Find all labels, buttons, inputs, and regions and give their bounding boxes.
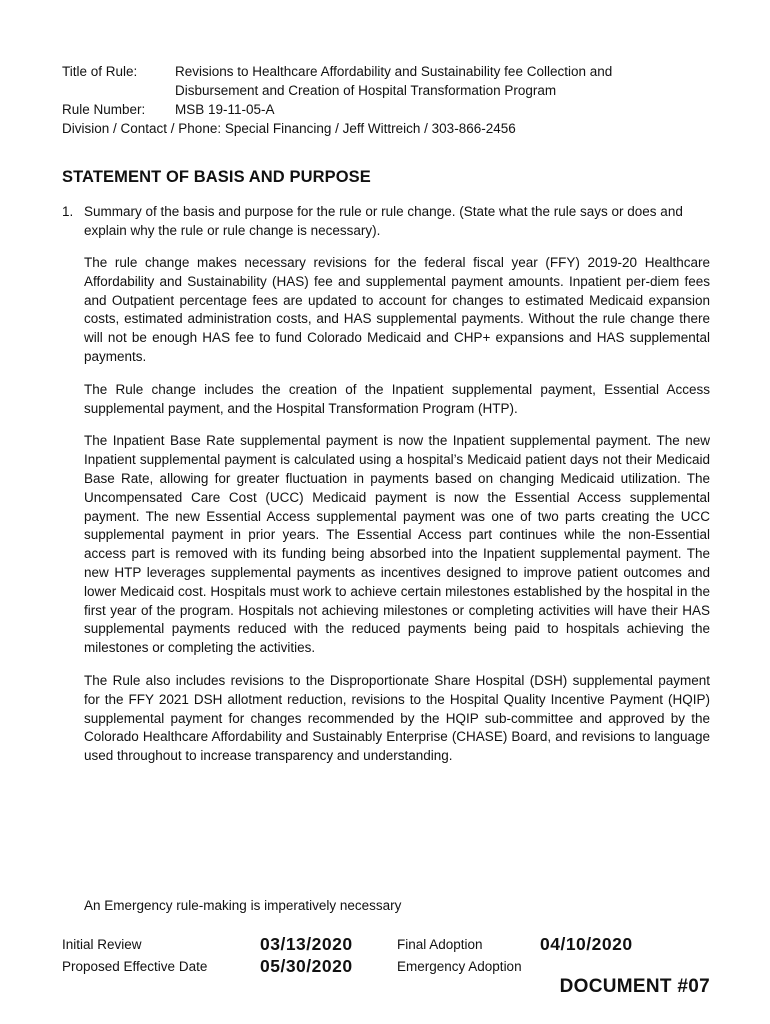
paragraph-2: The Rule change includes the creation of the Inpatient supplemental payment, Essential Access supplemental payment, and the Hospital Transformation Program (HTP). bbox=[84, 381, 710, 416]
proposed-effective-label: Proposed Effective Date bbox=[62, 959, 208, 974]
body-paragraphs bbox=[84, 254, 710, 766]
title-row bbox=[62, 62, 710, 100]
paragraph-4: The Rule also includes revisions to the Disproportionate Share Hospital (DSH) supplemental payment for the FFY 2021 DSH allotment reduction, revisions to the Hospital Quality Incentive Payment (HQIP) supplemental payment for changes recommended by the HQIP sub-committee and approved by the Colorado Healthcare Affordability and Sustainably Enterprise (CHASE) Board, and revisions to language used throughout to increase transparency and understanding. bbox=[84, 672, 710, 764]
paragraph-3: The Inpatient Base Rate supplemental payment is now the Inpatient supplemental payment. The new Inpatient supplemental payment is calculated using a hospital’s Medicaid patient days not their Medicaid Base Rate, allowing for greater fluctuation in payments based on changing Medicaid utilization. The Uncompensated Care Cost (UCC) Medicaid payment is now the Essential Access supplemental payment. The new Essential Access supplemental payment was one of two parts creating the UCC supplemental payment in prior years. The Essential Access part continues while the non-Essential access part is removed with its funding being absorbed into the Inpatient supplemental payment. The new HTP leverages supplemental payments as incentives designed to improve patient outcomes and lower Medicaid cost. Hospitals must work to achieve certain milestones established by the hospital in the first year of the program. Hospitals not achieving milestones or completing activities will have their HAS supplemental payments reduced with the reduced payments being paid to hospitals achieving the milestones or completing the activities. bbox=[84, 433, 710, 656]
paragraph-1: The rule change makes necessary revisions for the federal fiscal year (FFY) 2019-20 Healthcare Affordability and Sustainability (HAS) fee and supplemental payment amounts. Inpatient per-diem fees and Outpatient percentage fees are updated to account for changes to estimated Medicaid expansion costs, estimated administration costs, and HAS supplemental payments. Without the rule change there will not be enough HAS fee to fund Colorado Medicaid and CHP+ expansions and HAS supplemental payments. bbox=[84, 255, 710, 364]
rule-number-row bbox=[62, 100, 710, 119]
dates-row-1 bbox=[62, 934, 710, 956]
title-line-2: Disbursement and Creation of Hospital Transformation Program bbox=[175, 83, 557, 98]
title-value bbox=[175, 62, 710, 100]
document-page bbox=[62, 62, 710, 779]
section-heading: STATEMENT OF BASIS AND PURPOSE bbox=[62, 168, 371, 186]
proposed-effective-date: 05/30/2020 bbox=[260, 956, 353, 976]
emergency-adoption-label: Emergency Adoption bbox=[397, 959, 522, 974]
initial-review-date: 03/13/2020 bbox=[260, 934, 353, 954]
list-item-1 bbox=[62, 202, 710, 240]
title-line-1: Revisions to Healthcare Affordability and Sustainability fee Collection and bbox=[175, 64, 613, 79]
rule-number-label: Rule Number: bbox=[62, 102, 146, 117]
dates-block bbox=[62, 934, 710, 978]
document-number: DOCUMENT #07 bbox=[559, 976, 710, 997]
dates-row-2 bbox=[62, 956, 710, 978]
contact-line: Division / Contact / Phone: Special Financing / Jeff Wittreich / 303-866-2456 bbox=[62, 121, 516, 136]
initial-review-label: Initial Review bbox=[62, 937, 142, 952]
final-adoption-label: Final Adoption bbox=[397, 937, 483, 952]
rule-number-value: MSB 19-11-05-A bbox=[175, 102, 275, 117]
list-item-number: 1. bbox=[62, 204, 74, 219]
final-adoption-date: 04/10/2020 bbox=[540, 934, 633, 954]
title-label: Title of Rule: bbox=[62, 64, 138, 79]
emergency-note: An Emergency rule-making is imperatively necessary bbox=[84, 898, 402, 913]
list-item-text: Summary of the basis and purpose for the rule or rule change. (State what the rule says or does and explain why the rule or rule change is necessary). bbox=[84, 204, 683, 238]
